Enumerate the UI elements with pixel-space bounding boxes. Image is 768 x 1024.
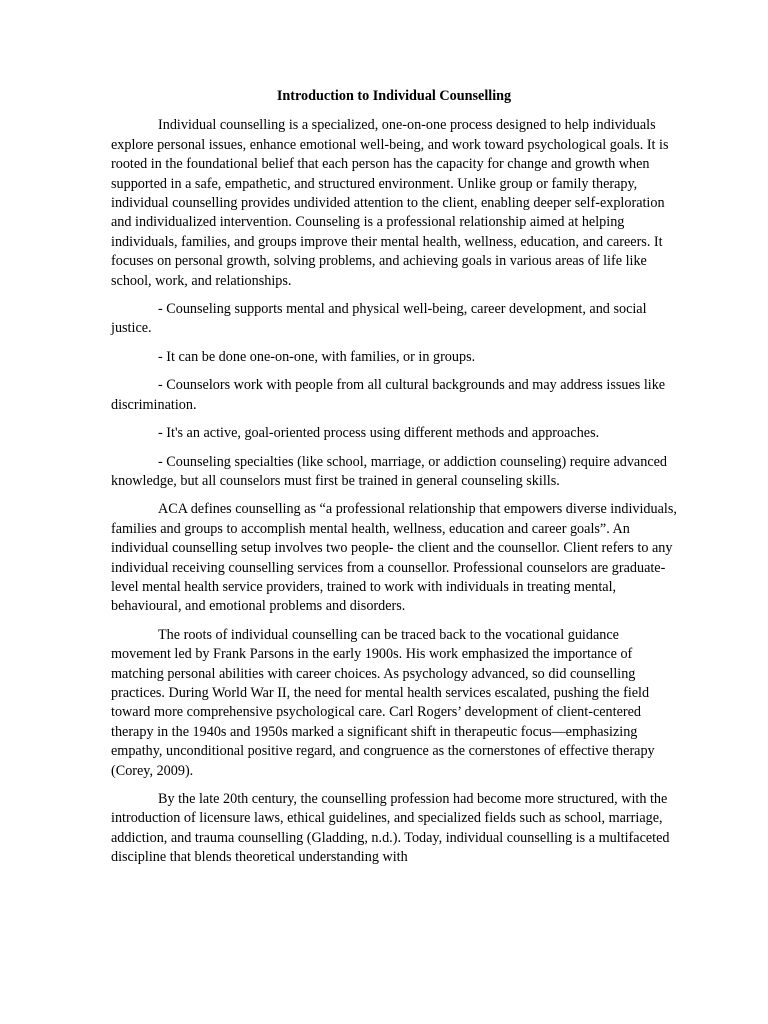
bullet-item-2: - It can be done one-on-one, with families, or in groups. xyxy=(158,348,476,365)
bullet-item-5: - Counseling specialties (like school, marriage, or addiction counseling) require advanced knowledge, but all counselors must first be trained in general counseling skills. xyxy=(111,453,668,489)
aca-definition-paragraph: ACA defines counselling as “a professional relationship that empowers diverse individuals, families and groups to accomplish mental health, wellness, education and career goals”. An individual counselling setup involves two people- the client and the counsellor. Client refers to any individual receiving counselling services from a counsellor. Professional counselors are graduate-level mental health service providers, trained to work with individuals in treating mental, behavioural, and emotional problems and disorders. xyxy=(111,501,677,615)
intro-paragraph: Individual counselling is a specialized, one-on-one process designed to help individuals explore personal issues, enhance emotional well-being, and work toward psychological goals. It is rooted in the foundational belief that each person has the capacity for change and growth when supported in a safe, empathetic, and structured environment. Unlike group or family therapy, individual counselling provides undivided attention to the client, enabling deeper self-exploration and individualized intervention. Counseling is a professional relationship aimed at helping individuals, families, and groups improve their mental health, wellness, education, and careers. It focuses on personal growth, solving problems, and achieving goals in various areas of life like school, work, and relationships. xyxy=(111,117,669,289)
modern-era-paragraph: By the late 20th century, the counselling profession had become more structured, with the introduction of licensure laws, ethical guidelines, and specialized fields such as school, marriage, addiction, and trauma counselling (Gladding, n.d.). Today, individual counselling is a multifaceted discipline that blends theoretical understanding with xyxy=(111,791,670,866)
bullet-item-3: - Counselors work with people from all cultural backgrounds and may address issues like discrimination. xyxy=(111,377,666,413)
history-paragraph: The roots of individual counselling can be traced back to the vocational guidance movement led by Frank Parsons in the early 1900s. His work emphasized the importance of matching personal abilities with career choices. As psychology advanced, so did counselling practices. During World War II, the need for mental health services escalated, pushing the field toward more comprehensive psychological care. Carl Rogers’ development of client-centered therapy in the 1940s and 1950s marked a significant shift in therapeutic focus—emphasizing empathy, unconditional positive regard, and congruence as the cornerstones of effective therapy (Corey, 2009). xyxy=(111,626,655,779)
document-page xyxy=(111,87,677,877)
document-title: Introduction to Individual Counselling xyxy=(276,88,512,104)
bullet-item-1: - Counseling supports mental and physical well-being, career development, and social justice. xyxy=(111,301,647,337)
bullet-item-4: - It's an active, goal-oriented process using different methods and approaches. xyxy=(158,425,600,442)
